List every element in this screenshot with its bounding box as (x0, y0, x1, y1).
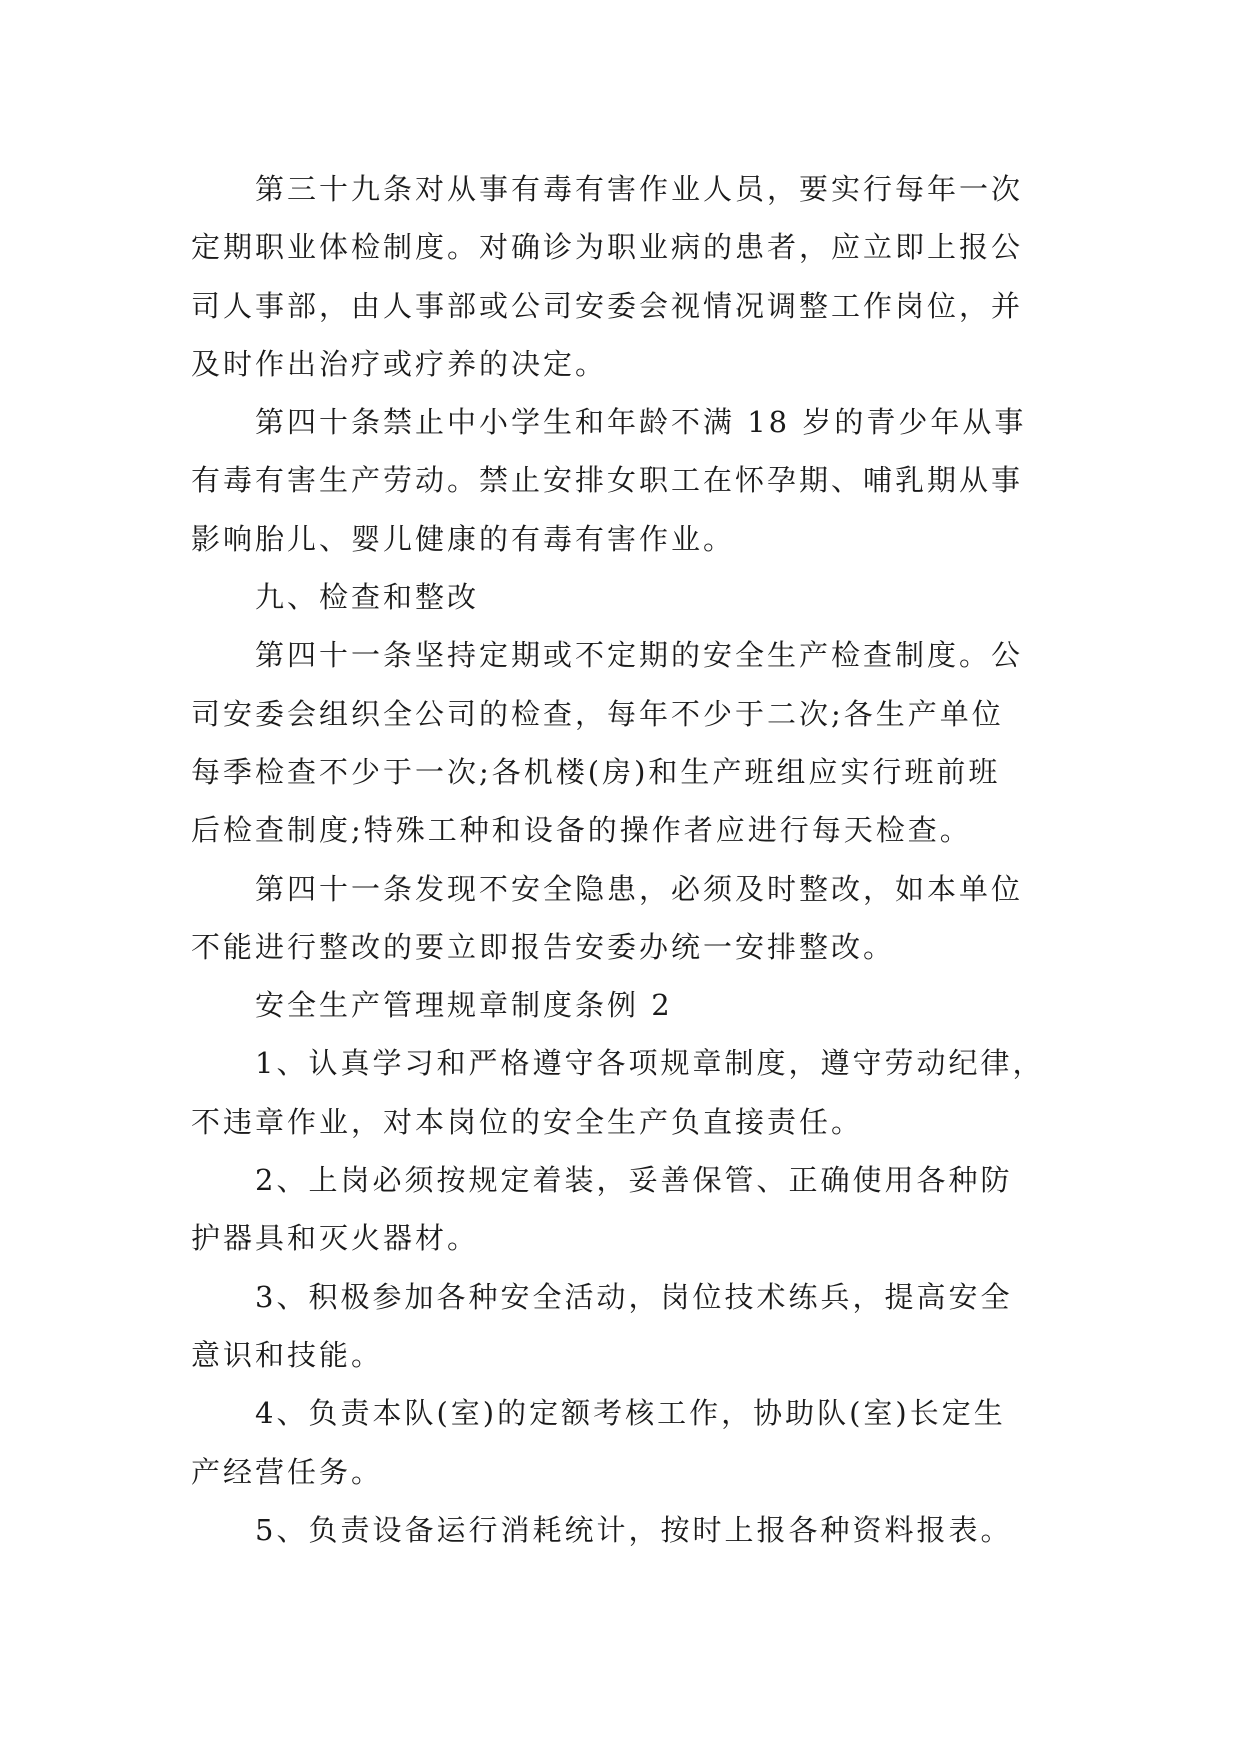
section-heading: 九、检查和整改 (255, 580, 480, 615)
text-line: 司人事部，由人事部或公司安委会视情况调整工作岗位，并 (191, 288, 1024, 323)
text-line: 每季检查不少于一次;各机楼(房)和生产班组应实行班前班 (191, 754, 1001, 789)
text-line: 不能进行整改的要立即报告安委办统一安排整改。 (191, 929, 896, 964)
text-line: 第四十条禁止中小学生和年龄不满 18 岁的青少年从事 (255, 405, 1027, 440)
list-item: 4、负责本队(室)的定额考核工作，协助队(室)长定生 (255, 1396, 1006, 1431)
text-line: 司安委会组织全公司的检查，每年不少于二次;各生产单位 (191, 696, 1004, 731)
section-title: 安全生产管理规章制度条例 2 (255, 988, 673, 1023)
text-line: 后检查制度;特殊工种和设备的操作者应进行每天检查。 (191, 813, 972, 848)
text-line: 不违章作业，对本岗位的安全生产负直接责任。 (191, 1104, 864, 1139)
text-line: 第三十九条对从事有毒有害作业人员，要实行每年一次 (255, 172, 1024, 206)
text-line: 第四十一条发现不安全隐患，必须及时整改，如本单位 (255, 871, 1024, 906)
list-item: 2、上岗必须按规定着装，妥善保管、正确使用各种防 (255, 1163, 1013, 1198)
text-line: 及时作出治疗或疗养的决定。 (191, 346, 608, 381)
list-item: 5、负责设备运行消耗统计，按时上报各种资料报表。 (255, 1512, 1013, 1547)
document-body (191, 160, 1052, 1559)
list-item: 3、积极参加各种安全活动，岗位技术练兵，提高安全 (255, 1279, 1013, 1314)
text-line: 第四十一条坚持定期或不定期的安全生产检查制度。公 (255, 638, 1024, 673)
list-item: 1、认真学习和严格遵守各项规章制度，遵守劳动纪律， (255, 1046, 1045, 1081)
text-line: 有毒有害生产劳动。禁止安排女职工在怀孕期、哺乳期从事 (191, 463, 1024, 498)
text-line: 意识和技能。 (191, 1337, 384, 1372)
text-line: 产经营任务。 (191, 1454, 384, 1489)
text-line: 影响胎儿、婴儿健康的有毒有害作业。 (191, 521, 736, 556)
text-line: 定期职业体检制度。对确诊为职业病的患者，应立即上报公 (191, 230, 1024, 265)
text-line: 护器具和灭火器材。 (191, 1221, 480, 1256)
